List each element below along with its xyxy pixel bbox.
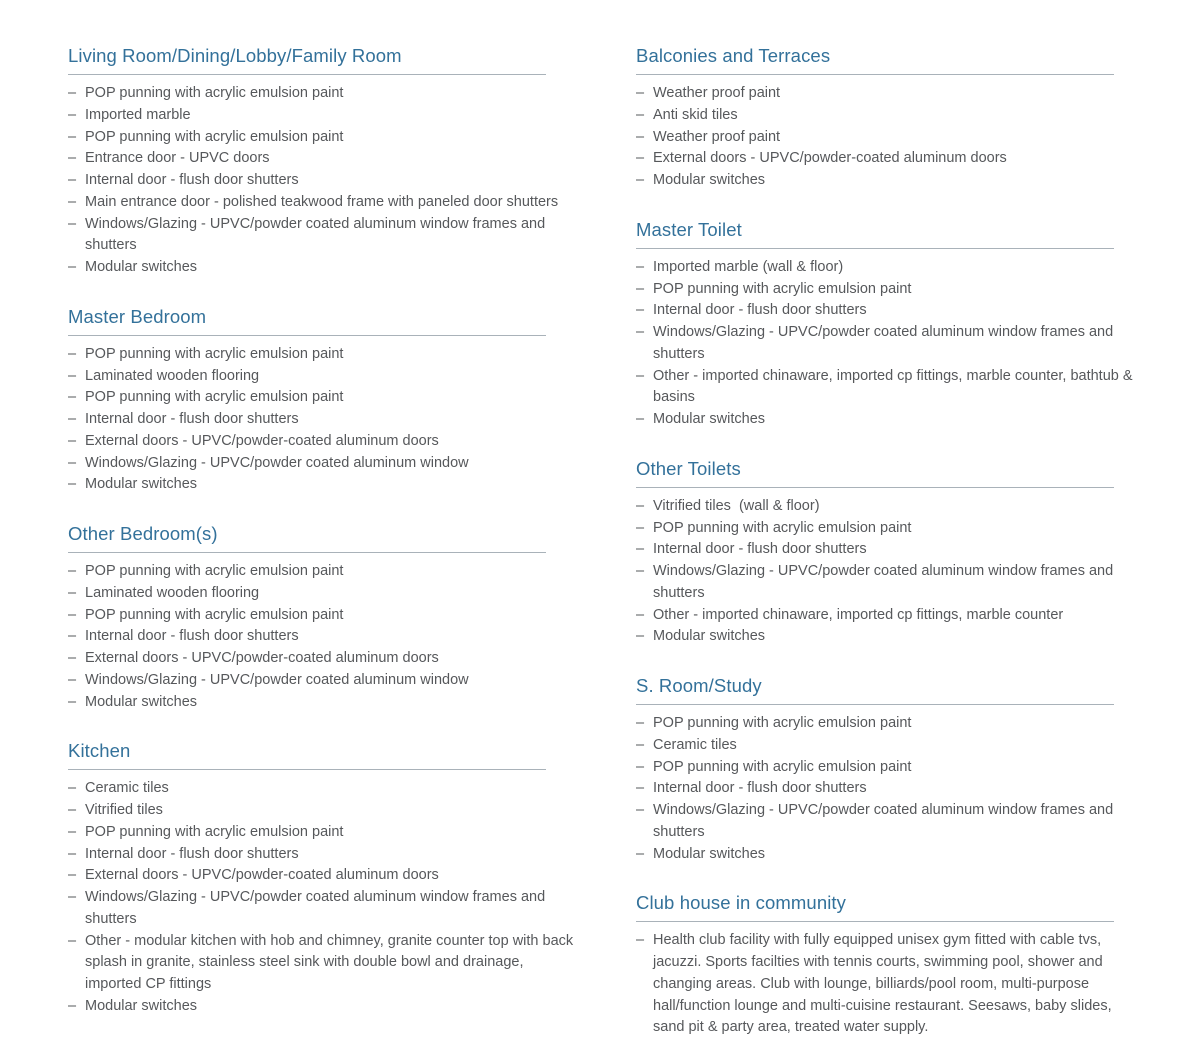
spec-list [636,496,1148,648]
dash-bullet: – [636,497,645,514]
dash-bullet: – [636,367,645,384]
spec-list [636,83,1148,192]
spec-item-text: Windows/Glazing - UPVC/powder coated aluminum window frames and shutters [653,802,1118,840]
spec-section [68,305,580,496]
spec-item [68,865,580,887]
spec-section [636,891,1148,1039]
spec-section [68,522,580,713]
section-title: Club house in community [636,892,847,914]
section-title: Other Bedroom(s) [68,523,218,544]
spec-item [636,83,1148,105]
dash-bullet: – [68,823,77,840]
spec-item [68,83,580,105]
spec-item [636,778,1148,800]
spec-item-text: Imported marble [85,106,191,123]
dash-bullet: – [68,454,77,471]
dash-bullet: – [636,563,645,579]
dash-bullet: – [68,845,77,862]
spec-section [636,457,1148,648]
dash-bullet: – [68,215,77,232]
dash-bullet: – [68,106,77,123]
spec-item [68,474,580,496]
dash-bullet: – [68,671,77,688]
spec-item [68,105,580,127]
section-divider [68,769,546,770]
spec-item [636,930,1148,1039]
spec-item [636,148,1148,170]
dash-bullet: – [68,997,77,1014]
spec-item-text: Laminated wooden flooring [85,584,260,601]
spec-item [68,931,580,996]
spec-item-text: Modular switches [653,628,766,645]
right-column [636,44,1148,1056]
section-title: Balconies and Terraces [636,45,831,66]
spec-item-text: Windows/Glazing - UPVC/powder coated aluminum window frames and shutters [653,563,1118,601]
spec-section [636,218,1148,431]
dash-bullet: – [68,85,77,101]
dash-bullet: – [636,606,645,623]
spec-item [68,409,580,431]
spec-item [68,344,580,366]
spec-item [636,713,1148,735]
spec-item-text: Internal door - flush door shutters [653,302,867,319]
spec-item-text: Health club facility with fully equipped unisex gym fitted with cable tvs, jacuzzi. Sports facilties with tennis courts, swimming pool, shower and changing areas. Club with lounge, billiards/pool room, multi-purpose hall/function lounge and multi-cuisine restaurant. Seesaws, baby slides, sand pit & party area, treated water supply. [653,932,1116,1036]
section-title: Master Toilet [636,218,742,240]
spec-item [636,561,1148,605]
spec-item-text: POP punning with acrylic emulsion paint [653,519,912,536]
dash-bullet: – [636,932,645,949]
dash-bullet: – [68,172,77,188]
dash-bullet: – [636,519,645,536]
spec-item-text: Vitrified tiles [85,802,163,818]
spec-item-text: Windows/Glazing - UPVC/powder coated aluminum window frames and shutters [85,215,550,254]
spec-item [68,800,580,822]
spec-item [636,605,1148,627]
spec-item-text: POP punning with acrylic emulsion paint [85,606,344,623]
section-divider [68,74,546,75]
dash-bullet: – [68,563,77,579]
dash-bullet: – [636,106,645,123]
section-divider [68,335,546,336]
section-title: Living Room/Dining/Lobby/Family Room [68,45,402,66]
dash-bullet: – [68,650,77,666]
spec-item [68,648,580,670]
spec-item [636,409,1148,431]
spec-item [636,300,1148,322]
section-title: Other Toilets [636,457,741,479]
dash-bullet: – [636,715,645,731]
spec-item-text: POP punning with acrylic emulsion paint [85,85,344,101]
spec-item [636,539,1148,561]
spec-item-text: Imported marble (wall & floor) [653,258,844,275]
spec-list [636,713,1148,865]
spec-item-text: Main entrance door - polished teakwood frame with paneled door shutters [85,193,559,210]
section-divider [636,248,1114,249]
spec-item-text: Ceramic tiles [653,736,737,753]
section-divider [636,487,1114,488]
spec-item-text: Modular switches [653,411,766,427]
dash-bullet: – [68,367,77,384]
dash-bullet: – [68,867,77,884]
spec-item [636,170,1148,192]
dash-bullet: – [68,693,77,710]
spec-list [68,344,580,496]
spec-item-text: Internal door - flush door shutters [85,172,299,188]
spec-item [68,778,580,800]
spec-section [636,674,1148,865]
spec-item-text: Ceramic tiles [85,780,169,797]
spec-item [68,561,580,583]
spec-item-text: POP punning with acrylic emulsion paint [653,758,912,775]
spec-item [68,257,580,279]
spec-item-text: Modular switches [85,476,198,493]
dash-bullet: – [68,476,77,493]
spec-item [636,322,1148,366]
dash-bullet: – [636,736,645,753]
spec-item [68,148,580,170]
dash-bullet: – [636,780,645,797]
spec-list [68,561,580,713]
spec-item [68,887,580,931]
dash-bullet: – [636,541,645,558]
spec-item-text: External doors - UPVC/powder-coated aluminum doors [85,867,439,884]
dash-bullet: – [68,802,77,818]
spec-item [68,692,580,714]
spec-item [636,735,1148,757]
spec-list [636,930,1148,1039]
spec-item [636,844,1148,866]
spec-item [636,496,1148,518]
spec-item [68,626,580,648]
dash-bullet: – [636,258,645,275]
spec-item [636,366,1148,410]
dash-bullet: – [68,259,77,275]
dash-bullet: – [636,172,645,188]
spec-item [68,583,580,605]
dash-bullet: – [68,932,77,949]
spec-item [636,257,1148,279]
dash-bullet: – [68,193,77,210]
spec-item [636,127,1148,149]
spec-item-text: Modular switches [85,693,198,710]
section-divider [636,704,1114,705]
spec-item-text: Modular switches [85,259,198,275]
spec-list [68,83,580,279]
dash-bullet: – [68,150,77,167]
dash-bullet: – [636,758,645,775]
spec-item-text: Anti skid tiles [653,106,738,123]
spec-item-text: External doors - UPVC/powder-coated aluminum doors [85,650,439,666]
spec-item-text: Internal door - flush door shutters [85,845,299,862]
spec-item-text: Other - modular kitchen with hob and chimney, granite counter top with back splash in granite, stainless steel sink with double bowl and drainage, imported CP fittings [85,932,578,992]
spec-item [68,192,580,214]
spec-item-text: Other - imported chinaware, imported cp fittings, marble counter, bathtub & basins [653,367,1137,406]
spec-item [636,800,1148,844]
spec-item-text: External doors - UPVC/powder-coated aluminum doors [85,432,439,449]
spec-item-text: POP punning with acrylic emulsion paint [653,280,912,297]
spec-item-text: Windows/Glazing - UPVC/powder coated aluminum window frames and shutters [85,889,550,927]
dash-bullet: – [68,606,77,623]
spec-item [68,822,580,844]
section-title: Kitchen [68,740,131,762]
spec-item-text: POP punning with acrylic emulsion paint [85,345,344,362]
spec-item-text: Modular switches [653,845,766,862]
spec-item-text: Vitrified tiles (wall & floor) [653,497,820,514]
spec-item-text: Modular switches [653,172,766,188]
spec-item [68,366,580,388]
spec-item-text: Internal door - flush door shutters [653,780,867,797]
spec-item [68,214,580,258]
dash-bullet: – [636,628,645,645]
spec-item-text: Entrance door - UPVC doors [85,150,270,167]
spec-section [68,44,580,279]
dash-bullet: – [636,280,645,297]
spec-item-text: Internal door - flush door shutters [85,411,299,427]
spec-item [636,518,1148,540]
spec-item-text: Other - imported chinaware, imported cp fittings, marble counter [653,606,1064,623]
dash-bullet: – [636,324,645,340]
spec-item [68,996,580,1018]
dash-bullet: – [68,128,77,145]
section-title: Master Bedroom [68,305,207,327]
spec-item [68,170,580,192]
dash-bullet: – [636,128,645,145]
spec-section [68,739,580,1017]
spec-item-text: POP punning with acrylic emulsion paint [85,389,344,406]
dash-bullet: – [68,780,77,797]
section-divider [636,921,1114,922]
spec-item-text: Weather proof paint [653,128,781,145]
spec-list [636,257,1148,431]
section-title: S. Room/Study [636,675,762,696]
spec-item [68,844,580,866]
spec-item [636,105,1148,127]
spec-item-text: Windows/Glazing - UPVC/powder coated aluminum window [85,454,469,471]
spec-item-text: Laminated wooden flooring [85,367,260,384]
spec-item-text: POP punning with acrylic emulsion paint [85,128,344,145]
spec-item-text: Modular switches [85,997,198,1014]
dash-bullet: – [68,628,77,645]
dash-bullet: – [636,411,645,427]
section-divider [68,552,546,553]
dash-bullet: – [68,432,77,449]
dash-bullet: – [68,889,77,905]
dash-bullet: – [68,345,77,362]
spec-item [68,431,580,453]
spec-item-text: Windows/Glazing - UPVC/powder coated aluminum window frames and shutters [653,324,1118,362]
spec-item-text: Internal door - flush door shutters [653,541,867,558]
spec-item-text: Internal door - flush door shutters [85,628,299,645]
spec-item-text: POP punning with acrylic emulsion paint [653,715,912,731]
spec-item-text: POP punning with acrylic emulsion paint [85,823,344,840]
spec-item [636,626,1148,648]
spec-section [636,44,1148,192]
spec-item [68,127,580,149]
spec-item [68,453,580,475]
spec-item-text: Weather proof paint [653,85,781,101]
spec-item-text: POP punning with acrylic emulsion paint [85,563,344,579]
dash-bullet: – [68,584,77,601]
section-divider [636,74,1114,75]
dash-bullet: – [68,411,77,427]
spec-item [68,670,580,692]
spec-item-text: Windows/Glazing - UPVC/powder coated aluminum window [85,671,469,688]
spec-item [68,605,580,627]
left-column [68,44,580,1056]
spec-item [68,387,580,409]
dash-bullet: – [636,802,645,818]
spec-list [68,778,580,1017]
spec-item [636,757,1148,779]
spec-item-text: External doors - UPVC/powder-coated aluminum doors [653,150,1007,167]
spec-item [636,279,1148,301]
dash-bullet: – [636,302,645,319]
dash-bullet: – [68,389,77,406]
dash-bullet: – [636,85,645,101]
dash-bullet: – [636,150,645,167]
dash-bullet: – [636,845,645,862]
